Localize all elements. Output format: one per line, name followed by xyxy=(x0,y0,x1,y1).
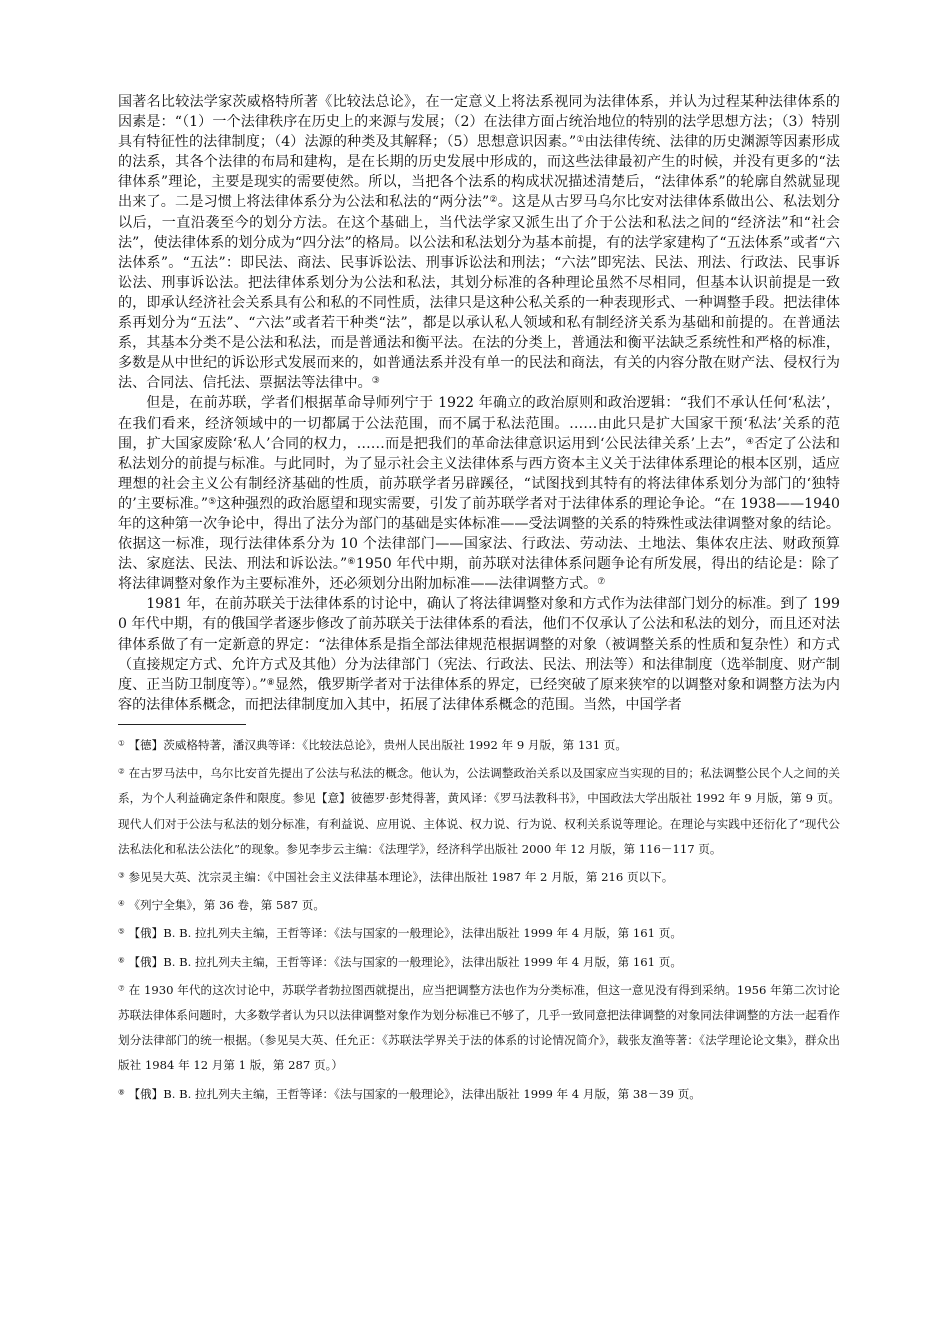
footnote-mark: ⑥ xyxy=(118,955,125,965)
footnote-mark: ① xyxy=(118,738,125,748)
footnote-ref-3[interactable]: ③ xyxy=(371,375,380,387)
footnote-ref-6[interactable]: ⑥ xyxy=(347,556,356,568)
document-page xyxy=(118,92,840,1110)
footnote-text: 【俄】B. B. 拉扎列夫主编，王哲等译：《法与国家的一般理论》，法律出版社 1999 年 4 月版，第 161 页。 xyxy=(128,926,682,941)
footnote-ref-7[interactable]: ⑦ xyxy=(597,576,606,588)
footnote-mark: ⑧ xyxy=(118,1087,125,1097)
footnote-mark: ④ xyxy=(118,898,125,908)
footnote-ref-1[interactable]: ① xyxy=(576,134,585,146)
footnote-4 xyxy=(118,893,840,918)
footnote-text: 在 1930 年代的这次讨论中，苏联学者勃拉图西就提出，应当把调整方法也作为分类标准，但这一意见没有得到采纳。1956 年第二次讨论苏联法律体系问题时，大多数学者认为只以法律调整对象作为划分标准已不够了，几乎一致同意把法律调整的对象同法律调整的方法一起看作划分法律部门的统一根据。（参见吴大英、任允正：《苏联法学界关于法的体系的讨论情况简介》，载张友渔等著：《法学理论论文集》，群众出版社 1984 年 12 月第 1 版，第 287 页。） xyxy=(118,982,840,1073)
footnote-mark: ② xyxy=(118,766,125,776)
footnote-ref-5[interactable]: ⑤ xyxy=(208,495,217,507)
footnote-separator xyxy=(118,724,246,725)
footnote-text: 【德】茨威格特著，潘汉典等译：《比较法总论》，贵州人民出版社 1992 年 9 月版，第 131 页。 xyxy=(128,737,627,752)
footnote-text: 【俄】B. B. 拉扎列夫主编，王哲等译：《法与国家的一般理论》，法律出版社 1999 年 4 月版，第 161 页。 xyxy=(128,954,682,969)
paragraph-2: 但是，在前苏联，学者们根据革命导师列宁于 1922 年确立的政治原则和政治逻辑：“我们不承认任何‘私法’，在我们看来，经济领域中的一切都属于公法范围，而不属于私法范围。……由此只是扩大国家干预‘私法’关系的范围，扩大国家废除‘私人’合同的权力，……而是把我们的革命法律意识运用到‘公民法律关系’上去”，④否定了公法和私法划分的前提与标准。与此同时，为了显示社会主义法律体系与西方资本主义关于法律体系理论的根本区别，适应理想的社会主义公有制经济基础的性质，前苏联学者另辟蹊径，“试图找到其特有的将法律体系划分为部门的‘独特的’主要标准。”⑤这种强烈的政治愿望和现实需要，引发了前苏联学者对于法律体系的理论争论。“在 1938——1940 年的这种第一次争论中，得出了法分为部门的基础是实体标准——受法调整的关系的特殊性或法律调整对象的结论。依据这一标准，现行法律体系分为 10 个法律部门——国家法、行政法、劳动法、土地法、集体农庄法、财政预算法、家庭法、民法、刑法和诉讼法。”⑥1950 年代中期，前苏联对法律体系问题争论有所发展，得出的结论是：除了将法律调整对象作为主要标准外，还必须划分出附加标准——法律调整方式。⑦ xyxy=(118,395,840,593)
paragraph-1: 国著名比较法学家茨威格特所著《比较法总论》，在一定意义上将法系视同为法律体系，并认为过程某种法律体系的因素是：“（1）一个法律秩序在历史上的来源与发展；（2）在法律方面占统治地位的特别的法学思想方法；（3）特别具有特征性的法律制度；（4）法源的种类及其解释；（5）思想意识因素。”①由法律传统、法律的历史渊源等因素形成的法系，其各个法律的布局和建构，是在长期的历史发展中形成的，而这些法律最初产生的时候，并没有更多的“法律体系”理论，主要是现实的需要使然。所以，当把各个法系的构成状况描述清楚后，“法律体系”的轮廓自然就显现出来了。二是习惯上将法律体系分为公法和私法的“两分法”②。这是从古罗马乌尔比安对法律体系做出公、私法划分以后，一直沿袭至今的划分方法。在这个基础上，当代法学家又派生出了介于公法和私法之间的“经济法”和“社会法”，使法律体系的划分成为“四分法”的格局。以公法和私法划分为基本前提，有的法学家建构了“五法体系”或者“六法体系”。“五法”：即民法、商法、民事诉讼法、刑事诉讼法和刑法；“六法”即宪法、民法、刑法、行政法、民事诉讼法、刑事诉讼法。把法律体系划分为公法和私法，其划分标准的各种理论虽然不尽相同，但基本认识前提是一致的，即承认经济社会关系具有公和私的不同性质，法律只是这种公私关系的一种表现形式、一种调整手段。把法律体系再划分为“五法”、“六法”或者若干种类“法”，都是以承认私人领域和私有制经济关系为基础和前提的。在普通法系，其基本分类不是公法和私法，而是普通法和衡平法。在法的分类上，普通法和衡平法缺乏系统性和严格的标准，多数是从中世纪的诉讼形式发展而来的，如普通法系并没有单一的民法和商法，有关的内容分散在财产法、侵权行为法、合同法、信托法、票据法等法律中。③ xyxy=(118,94,840,392)
footnote-mark: ③ xyxy=(118,870,125,880)
footnote-mark: ⑦ xyxy=(118,983,125,993)
footnotes xyxy=(118,733,840,1107)
footnote-ref-2[interactable]: ② xyxy=(489,194,498,206)
footnote-3 xyxy=(118,865,840,890)
footnote-text: 在古罗马法中，乌尔比安首先提出了公法与私法的概念。他认为，公法调整政治关系以及国家应当实现的目的；私法调整公民个人之间的关系，为个人利益确定条件和限度。参见【意】彼德罗·彭梵得著，黄风译：《罗马法教科书》，中国政法大学出版社 1992 年 9 月版，第 9 页。现代人们对于公法与私法的划分标准，有利益说、应用说、主体说、权力说、行为说、权利关系说等理论。在理论与实践中还衍化了“现代公法私法化和私法公法化”的现象。参见李步云主编：《法理学》，经济科学出版社 2000 年 12 月版，第 116－117 页。 xyxy=(118,766,840,856)
footnote-ref-8[interactable]: ⑧ xyxy=(266,676,275,688)
footnote-2 xyxy=(118,761,840,862)
body-text xyxy=(118,92,840,715)
footnote-text: 【俄】B. B. 拉扎列夫主编，王哲等译：《法与国家的一般理论》，法律出版社 1999 年 4 月版，第 38－39 页。 xyxy=(128,1086,701,1101)
paragraph-3: 1981 年，在前苏联关于法律体系的讨论中，确认了将法律调整对象和方式作为法律部门划分的标准。到了 1990 年代中期，有的俄国学者逐步修改了前苏联关于法律体系的看法，他们不仅承认了公法和私法的划分，而且还对法律体系做了有一定新意的界定：“法律体系是指全部法律规范根据调整的对象（被调整关系的性质和复杂性）和方式（直接规定方式、允许方式及其他）分为法律部门（宪法、行政法、民法、刑法等）和法律制度（选举制度、财产制度、正当防卫制度等）。”⑧显然，俄罗斯学者对于法律体系的界定，已经突破了原来狭窄的以调整对象和调整方法为内容的法律体系概念，而把法律制度加入其中，拓展了法律体系概念的范围。当然，中国学者 xyxy=(118,596,840,713)
footnote-1 xyxy=(118,733,840,758)
footnote-ref-4[interactable]: ④ xyxy=(745,435,755,447)
footnote-mark: ⑤ xyxy=(118,926,125,936)
footnote-6 xyxy=(118,950,840,975)
footnote-7 xyxy=(118,978,840,1079)
footnote-text: 《列宁全集》，第 36 卷，第 587 页。 xyxy=(128,898,325,913)
footnote-8 xyxy=(118,1082,840,1107)
footnote-5 xyxy=(118,921,840,946)
footnote-text: 参见吴大英、沈宗灵主编：《中国社会主义法律基本理论》，法律出版社 1987 年 2 月版，第 216 页以下。 xyxy=(128,869,674,884)
